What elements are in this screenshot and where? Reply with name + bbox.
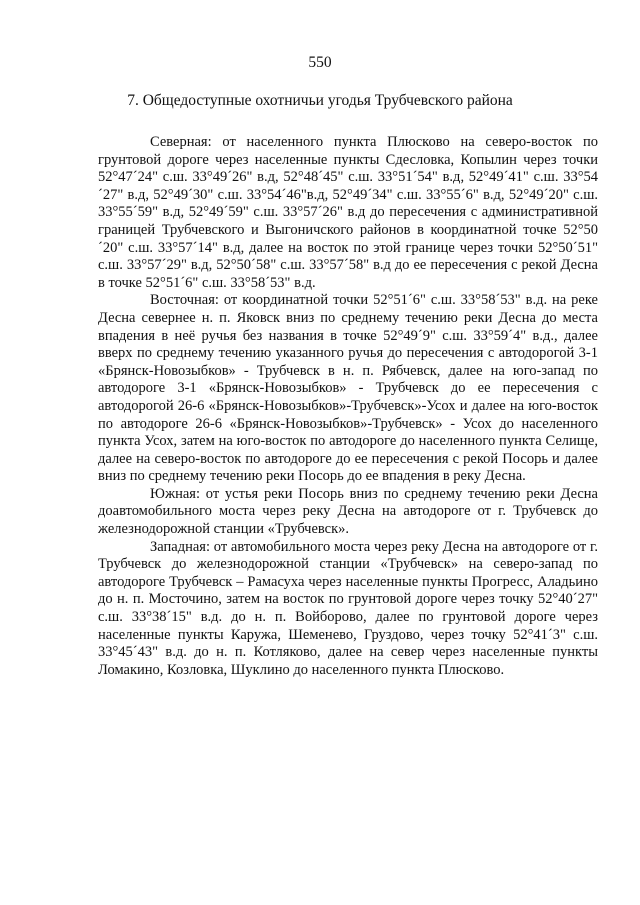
page-number: 550 xyxy=(308,54,332,71)
paragraph-south-boundary: Южная: от устья реки Посорь вниз по среднему течению реки Десна доавтомобильного моста через реку Десна на автодороге от г. Трубчевск до железнодорожной станции «Трубчевск». xyxy=(98,485,598,538)
section-title: 7. Общедоступные охотничьи угодья Трубчевского района xyxy=(127,92,513,109)
document-body xyxy=(98,134,598,679)
paragraph-north-boundary: Северная: от населенного пункта Плюсково на северо-восток по грунтовой дороге через населенные пункты Сдесловка, Копылин через точки 52°47´24" с.ш. 33°49´26" в.д, 52°48´45" с.ш. 33°51´54" в.д, 52°49´41" с.ш. 33°54´27" в.д, 52°49´30" с.ш. 33°54´46"в.д, 52°49´34" с.ш. 33°55´6" в.д, 52°49´20" с.ш. 33°55´59" в.д, 52°49´59" с.ш. 33°57´26" в.д до пересечения с административной границей Трубчевского и Выгоничского районов в координатной точке 52°50´20" с.ш. 33°57´14" в.д, далее на восток по этой границе через точки 52°50´51" с.ш. 33°57´29" в.д, 52°50´58" с.ш. 33°57´58" в.д до ее пересечения с рекой Десна в точке 52°51´6" с.ш. 33°58´53" в.д. xyxy=(98,134,598,291)
paragraph-west-boundary: Западная: от автомобильного моста через реку Десна на автодороге от г. Трубчевск до железнодорожной станции «Трубчевск» на северо-запад по автодороге Трубчевск – Рамасуха через населенные пункты Прогресс, Аладьино до н. п. Мосточино, затем на восток по грунтовой дороге через точку 52°40´27" с.ш. 33°38´15" в.д. до н. п. Войборово, далее по грунтовой дороге через населенные пункты Каружа, Шеменево, Груздово, через точку 52°41´3" с.ш. 33°45´43" в.д. до н. п. Котляково, далее на север через населенные пункты Ломакино, Козловка, Шуклино до населенного пункта Плюсково. xyxy=(98,538,598,678)
paragraph-east-boundary: Восточная: от координатной точки 52°51´6" с.ш. 33°58´53" в.д. на реке Десна севернее н. п. Яковск вниз по среднему течению реки Десна до места впадения в неё ручья без названия в точке 52°49´9" с.ш. 33°59´4" в.д., далее вверх по среднему течению указанного ручья до пересечения с автодорогой 3-1 «Брянск-Новозыбков» - Трубчевск в н. п. Рябчевск, далее на юго-запад по автодороге 3-1 «Брянск-Новозыбков» - Трубчевск до ее пересечения с автодорогой 26-6 «Брянск-Новозыбков»-Трубчевск»-Усох и далее на юго-восток по автодороге 26-6 «Брянск-Новозыбков»-Трубчевск» - Усох до населенного пункта Усох, затем на юго-восток по автодороге до населенного пункта Селище, далее на северо-восток по автодороге до ее пересечения с рекой Посорь и далее вниз по среднему течению реки Посорь до ее впадения в реку Десна. xyxy=(98,292,598,485)
